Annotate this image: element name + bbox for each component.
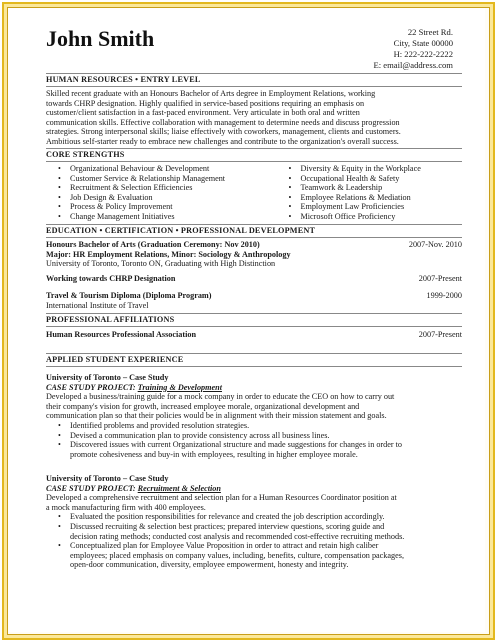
section-divider	[46, 366, 462, 367]
list-item: • Employment Law Proficiencies	[288, 202, 405, 212]
education-entry	[46, 240, 462, 269]
case-study-project: CASE STUDY PROJECT: Training & Development	[46, 382, 222, 392]
education-heading: EDUCATION • CERTIFICATION • PROFESSIONAL DEVELOPMENT	[46, 226, 316, 235]
case-study-desc-line: communication plan so that their policies would be in alignment with their mission statement and goals.	[46, 411, 387, 421]
case-study-title: University of Toronto – Case Study	[46, 474, 169, 483]
section-divider	[46, 326, 462, 327]
summary-line: towards CHRP designation. Highly qualified in service-based positions requiring an emphasis on	[46, 98, 365, 108]
section-divider	[46, 73, 462, 74]
list-item: • Discovered issues with current Organizational structure and made suggestions for changes in order to promote cohesiveness and buy-in with employees, resulting in higher employee morale.	[58, 440, 403, 459]
diploma-school: International Institute of Travel	[46, 300, 149, 310]
summary-line: communication skills. Effective collaboration with management to determine needs and discuss progression	[46, 117, 400, 127]
diploma-title: Travel & Tourism Diploma (Diploma Program)	[46, 291, 212, 300]
list-item: • Process & Policy Improvement	[58, 202, 173, 212]
case-study-bullets	[46, 421, 462, 459]
list-item: • Teamwork & Leadership	[288, 183, 383, 193]
list-item: • Employee Relations & Mediation	[288, 192, 411, 202]
resume-name: John Smith	[46, 26, 155, 51]
affiliation-entry	[46, 330, 462, 340]
list-item: • Diversity & Equity in the Workplace	[288, 164, 421, 173]
contact-email: E: email@address.com	[373, 60, 453, 70]
section-divider	[46, 86, 462, 87]
affiliation-date: 2007-Present	[418, 330, 462, 339]
list-item: • Identified problems and provided resolution strategies.	[58, 420, 250, 430]
case-study-desc-line: a mock manufacturing firm with 400 employees.	[46, 502, 206, 512]
diploma-date: 1999-2000	[426, 291, 462, 300]
experience-heading: APPLIED STUDENT EXPERIENCE	[46, 355, 184, 364]
education-entry	[46, 274, 462, 284]
contact-city: City, State 00000	[393, 38, 453, 48]
degree-title: Honours Bachelor of Arts (Graduation Ceremony: Nov 2010)	[46, 240, 260, 249]
summary-line: strategies. Strong interpersonal skills; liaise effectively with coworkers, management, clients and customers.	[46, 127, 401, 137]
education-entry	[46, 291, 462, 310]
list-item: • Evaluated the position responsibilities for relevance and created the job description accordingly.	[58, 512, 385, 522]
case-study-2	[46, 474, 462, 570]
case-study-bullets	[46, 512, 462, 570]
degree-date: 2007-Nov. 2010	[408, 240, 462, 249]
core-strengths-right	[276, 164, 462, 222]
list-item: • Conceptualized plan for Employee Value Proposition in order to attract and retain high caliber employees; placed emphasis on company values, including, benefits, culture, compensation packages, open-door communication, diversity, employee empowerment, honesty and integrity.	[58, 541, 404, 570]
case-study-desc-line: Developed a business/training guide for a mock company in order to educate the CEO on how to carry out	[46, 392, 395, 402]
section-title-hr-entry: HUMAN RESOURCES • ENTRY LEVEL	[46, 75, 201, 84]
list-item: • Discussed recruiting & selection best practices; prepared interview questions, scoring guide and decision rating methods; conducted cost analysis and recommended cost-effective recruiting methods.	[58, 521, 405, 541]
summary-line: Skilled recent graduate with an Honours Bachelor of Arts degree in Employment Relations, working	[46, 89, 376, 98]
list-item: • Recruitment & Selection Efficiencies	[58, 183, 193, 193]
affiliation-name: Human Resources Professional Association	[46, 330, 197, 339]
section-divider	[46, 148, 462, 149]
section-divider	[46, 237, 462, 238]
section-divider	[46, 353, 462, 354]
contact-street: 22 Street Rd.	[407, 27, 453, 37]
resume-page	[8, 8, 485, 632]
case-study-1	[46, 373, 462, 459]
contact-block	[373, 27, 453, 71]
list-item: • Customer Service & Relationship Management	[58, 173, 226, 183]
case-study-desc-line: their company's vision for growth, increased employee morale, organizational development and	[46, 401, 360, 411]
section-divider	[46, 313, 462, 314]
list-item: • Devised a communication plan to provide consistency across all business lines.	[58, 430, 330, 440]
contact-phone: H: 222-222-2222	[393, 49, 453, 59]
affiliations-heading: PROFESSIONAL AFFILIATIONS	[46, 315, 175, 324]
summary-line: Ambitious self-starter ready to embrace new challenges and contribute to the organization's overall success.	[46, 136, 399, 146]
summary-paragraph	[46, 89, 462, 147]
list-item: • Occupational Health & Safety	[288, 173, 400, 183]
core-strengths-left	[46, 164, 276, 222]
degree-school: University of Toronto, Toronto ON, Graduating with High Distinction	[46, 259, 276, 269]
core-strengths-heading: CORE STRENGTHS	[46, 150, 125, 159]
case-study-title: University of Toronto – Case Study	[46, 373, 169, 382]
list-item: • Change Management Initiatives	[58, 211, 175, 221]
degree-major: Major: HR Employment Relations, Minor: Sociology & Anthropology	[46, 249, 291, 259]
section-divider	[46, 161, 462, 162]
core-strengths-list	[46, 164, 462, 222]
list-item: • Job Design & Evaluation	[58, 192, 153, 202]
case-study-desc-line: Developed a comprehensive recruitment and selection plan for a Human Resources Coordinator position at	[46, 493, 397, 503]
certification-title: Working towards CHRP Designation	[46, 274, 176, 283]
list-item: • Organizational Behaviour & Development	[58, 164, 210, 173]
list-item: • Microsoft Office Proficiency	[288, 211, 396, 221]
case-study-project: CASE STUDY PROJECT: Recruitment & Selection	[46, 483, 221, 493]
certification-date: 2007-Present	[418, 274, 462, 283]
section-divider	[46, 224, 462, 225]
summary-line: customer/client satisfaction in a fast-paced environment. Very articulate in both oral and written	[46, 108, 360, 118]
